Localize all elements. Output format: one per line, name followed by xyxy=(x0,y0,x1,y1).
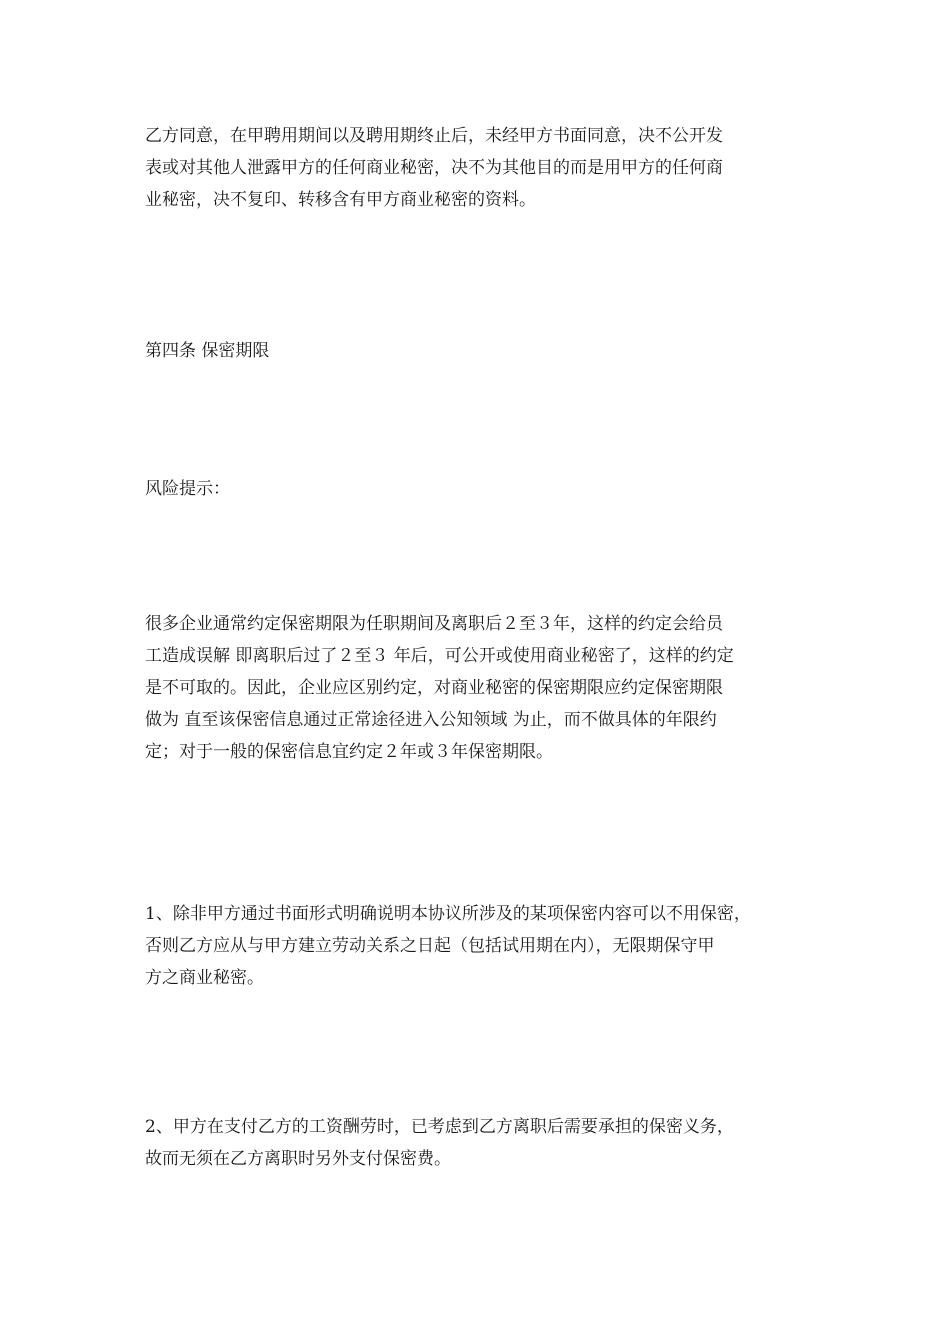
text-line: 是不可取的。因此，企业应区别约定，对商业秘密的保密期限应约定保密期限 xyxy=(145,678,723,698)
text-line: 方之商业秘密。 xyxy=(145,968,264,988)
text-line: 否则乙方应从与甲方建立劳动关系之日起（包括试用期在内），无限期保守甲 xyxy=(145,936,715,956)
text-line: 乙方同意，在甲聘用期间以及聘用期终止后，未经甲方书面同意，决不公开发 xyxy=(145,126,723,146)
article-heading xyxy=(145,335,815,367)
text-line: 做为 直至该保密信息通过正常途径进入公知领域 为止，而不做具体的年限约 xyxy=(145,710,717,730)
paragraph-confidentiality-obligation xyxy=(145,120,815,216)
clause-2 xyxy=(145,1111,815,1175)
label-text: 风险提示： xyxy=(145,479,230,499)
clause-1 xyxy=(145,898,815,994)
text-line: 工造成误解 即离职后过了２至３ 年后，可公开或使用商业秘密了，这样的约定 xyxy=(145,646,734,666)
text-line: 1、除非甲方通过书面形式明确说明本协议所涉及的某项保密内容可以不用保密， xyxy=(145,904,751,924)
paragraph-risk-note xyxy=(145,608,815,768)
text-line: 表或对其他人泄露甲方的任何商业秘密，决不为其他目的而是用甲方的任何商 xyxy=(145,158,723,178)
risk-label xyxy=(145,473,815,505)
text-line: 很多企业通常约定保密期限为任职期间及离职后２至３年，这样的约定会给员 xyxy=(145,614,723,634)
heading-text: 第四条 保密期限 xyxy=(145,341,270,361)
text-line: 2、甲方在支付乙方的工资酬劳时，已考虑到乙方离职后需要承担的保密义务， xyxy=(145,1117,734,1137)
text-line: 故而无须在乙方离职时另外支付保密费。 xyxy=(145,1149,451,1169)
text-line: 定；对于一般的保密信息宜约定２年或３年保密期限。 xyxy=(145,742,553,762)
text-line: 业秘密，决不复印、转移含有甲方商业秘密的资料。 xyxy=(145,190,536,210)
